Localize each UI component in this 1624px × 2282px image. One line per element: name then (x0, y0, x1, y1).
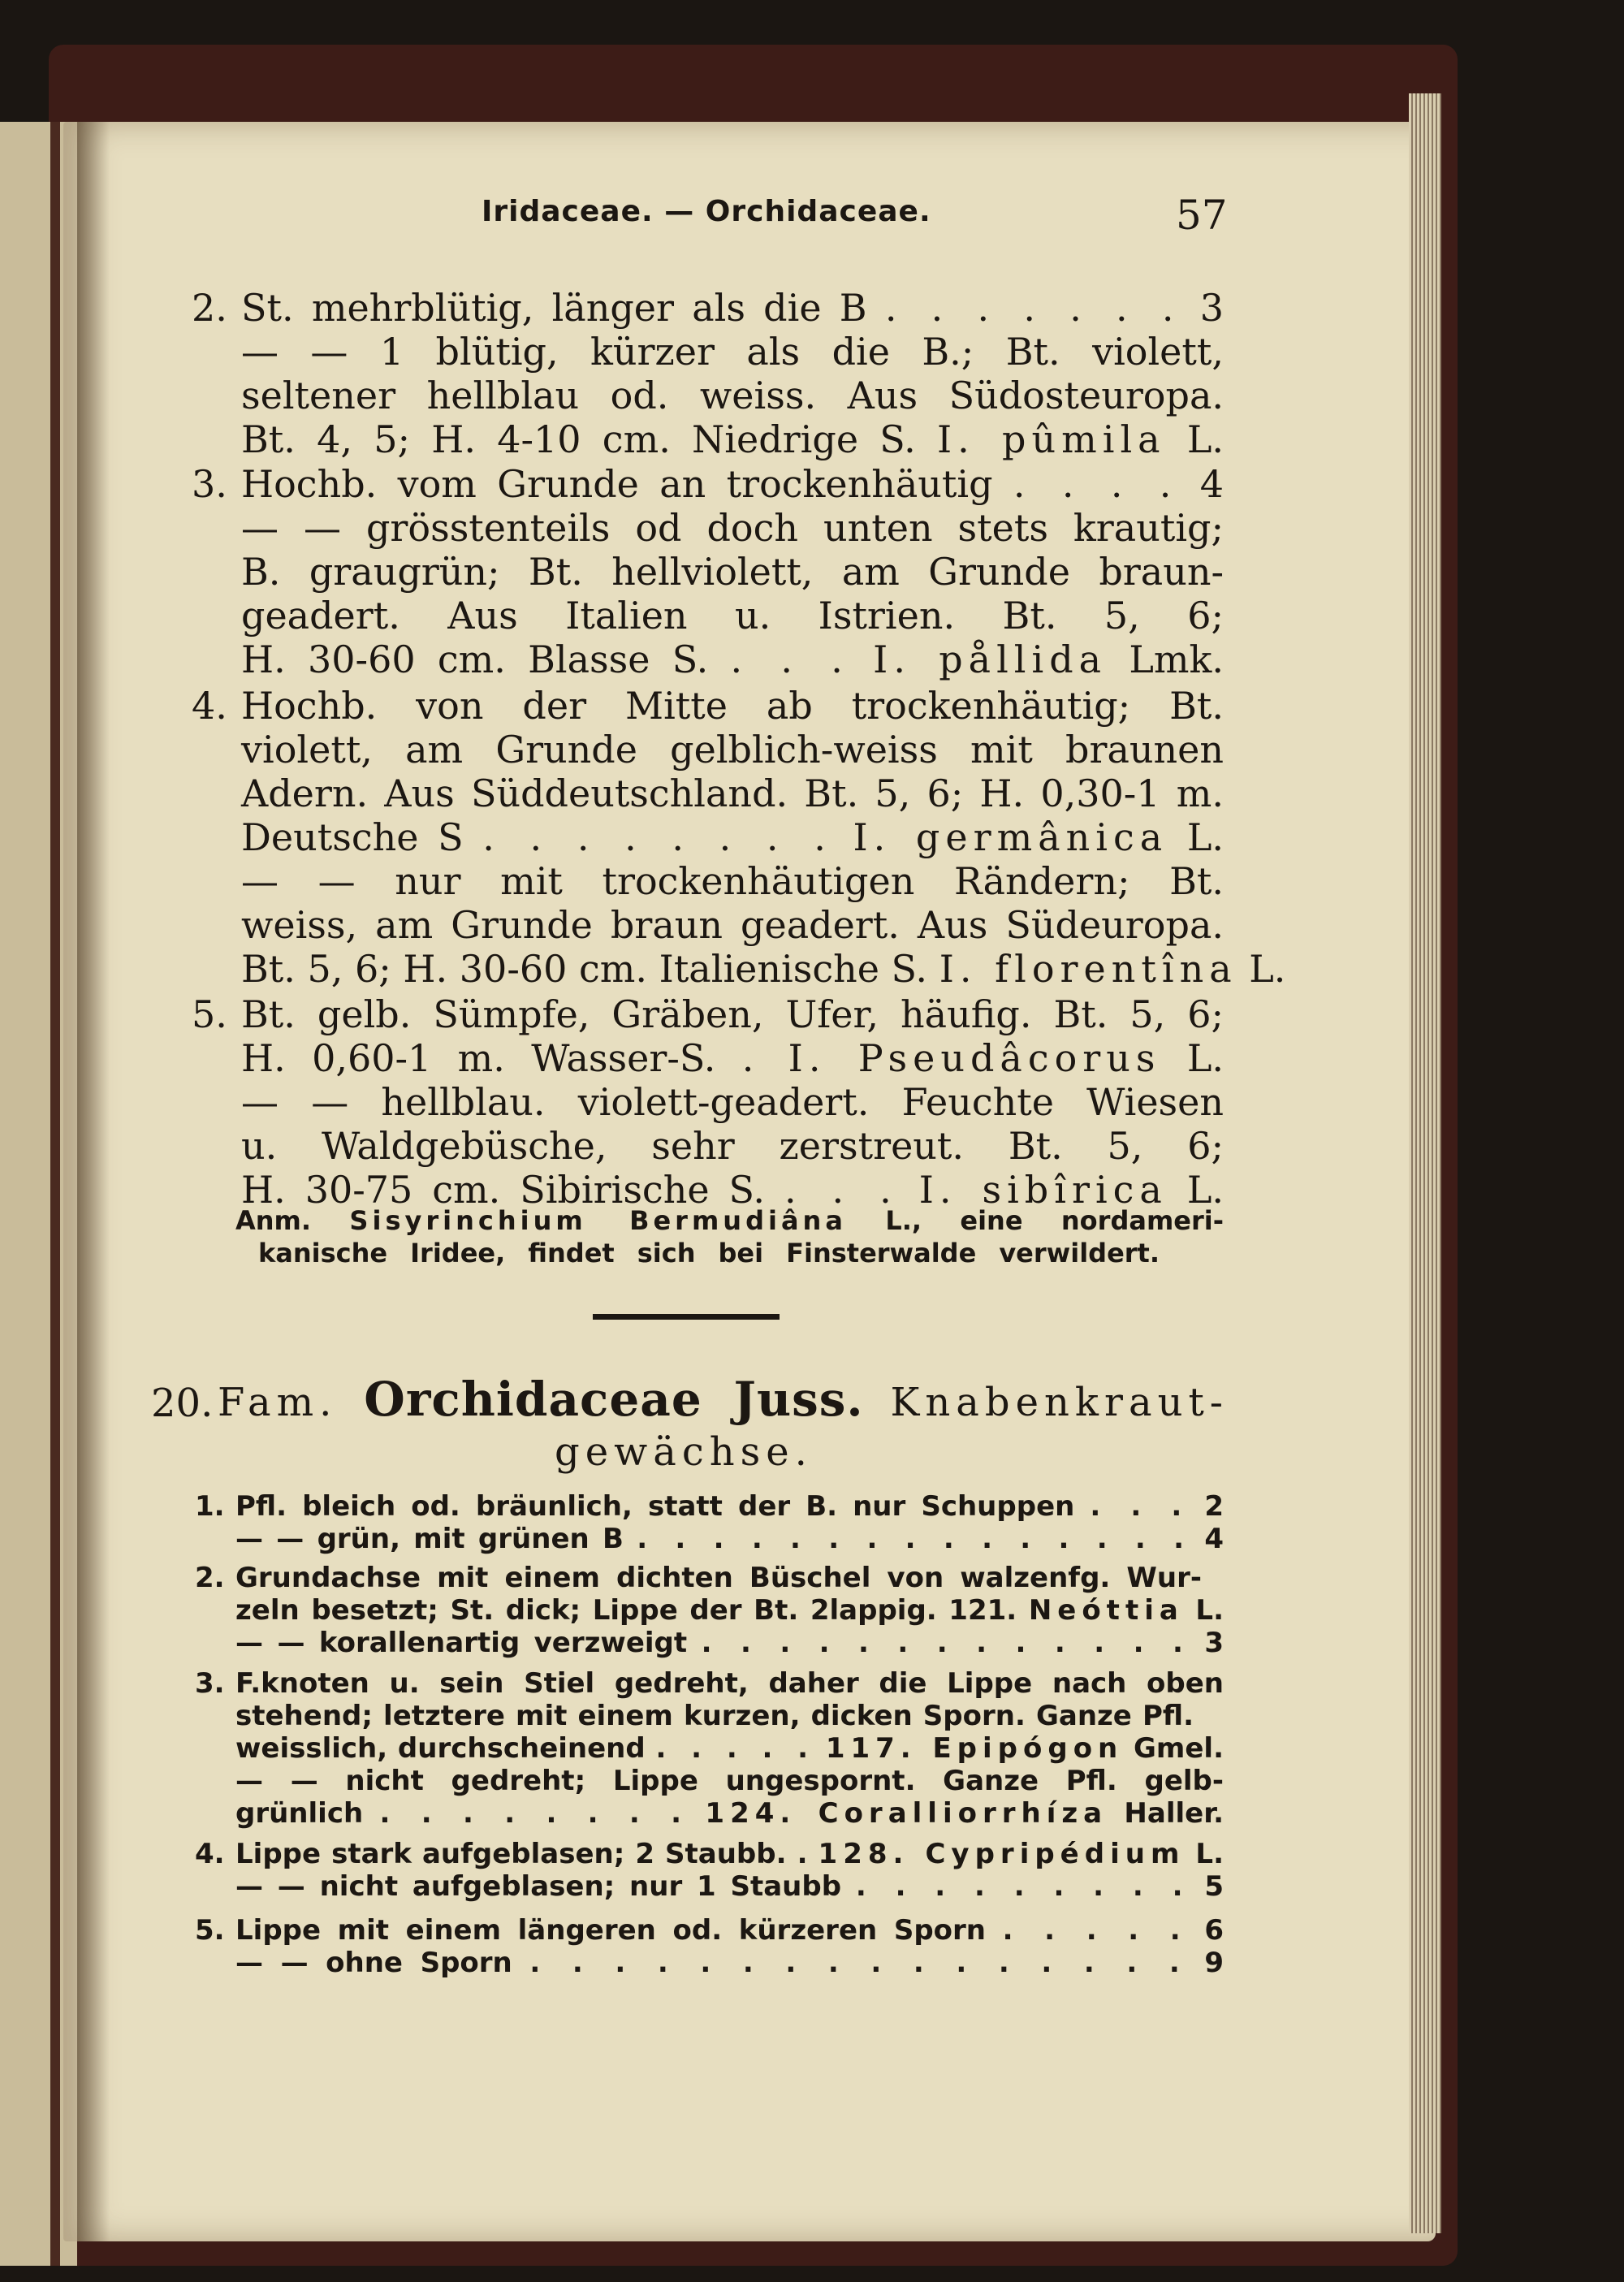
page-gutter-shadow (77, 122, 110, 2241)
key-line: Adern. Aus Süddeutschland. Bt. 5, 6; H. 0,30-1 m. (241, 771, 1224, 815)
key-line: Lippe stark aufgeblasen; 2 Staubb. . 128. Cypripédium L. (235, 1838, 1224, 1870)
key-line: geadert. Aus Italien u. Istrien. Bt. 5, 6; (241, 594, 1224, 637)
key-line: — — nur mit trockenhäutigen Rändern; Bt. (241, 859, 1224, 903)
key-line: H. 0,60-1 m. Wasser-S. . I. Pseudâcorus L. (241, 1036, 1224, 1080)
family-common-name: gewächse. (555, 1429, 813, 1475)
running-title: Iridaceae. — Orchidaceae. (482, 195, 931, 228)
species-name: I. florentîna (939, 947, 1237, 991)
key-line: H. 30-60 cm. Blasse S. . . . I. pållida Lmk. (241, 637, 1224, 681)
key-line: Bt. gelb. Sümpfe, Gräben, Ufer, häufig. Bt. 5, 6; (241, 992, 1224, 1036)
key-line: violett, am Grunde gelblich-weiss mit braunen (241, 728, 1224, 771)
key-line: Deutsche S . . . . . . . . I. germânica L. (241, 815, 1224, 859)
key-line: — — ohne Sporn . . . . . . . . . . . . . . . . 9 (235, 1947, 1224, 1979)
key-line: Hochb. vom Grunde an trockenhäutig . . . . 4 (241, 462, 1224, 506)
species-name: I. pûmila (937, 417, 1166, 461)
species-name: I. sibîrica (918, 1168, 1168, 1212)
key-line: — — hellblau. violett-geadert. Feuchte Wiesen (241, 1080, 1224, 1124)
species-name: Neóttia (1028, 1594, 1184, 1627)
species-name: I. pållida (873, 637, 1108, 681)
key-line: Bt. 5, 6; H. 30-60 cm. Italienische S. I. florentîna L. (241, 947, 1286, 991)
species-name: 128. Cypripédium (818, 1838, 1186, 1870)
section-rule (593, 1314, 780, 1320)
key-number: 3. (192, 462, 227, 506)
species-name: 124. Coralliorrhíza (705, 1797, 1108, 1830)
key-line: Bt. 4, 5; H. 4-10 cm. Niedrige S. I. pûmila L. (241, 417, 1224, 461)
key-line: u. Waldgebüsche, sehr zerstreut. Bt. 5, 6; (241, 1124, 1224, 1168)
key-line: — — korallenartig verzweigt . . . . . . . . . . . . . 3 (235, 1627, 1224, 1659)
key-line: St. mehrblütig, länger als die B . . . . . . . 3 (241, 286, 1224, 330)
page-block-edges (1409, 93, 1441, 2233)
key-line: — — nicht gedreht; Lippe ungespornt. Ganze Pfl. gelb- (235, 1765, 1224, 1797)
key-line: seltener hellblau od. weiss. Aus Südosteuropa. (241, 374, 1224, 417)
annotation-line: Anm. Sisyrinchium Bermudiâna L., eine nordameri- (235, 1205, 1224, 1236)
key-line: — — 1 blütig, kürzer als die B.; Bt. violett, (241, 330, 1224, 374)
key-line: Pfl. bleich od. bräunlich, statt der B. nur Schuppen . . . 2 (235, 1490, 1224, 1523)
key-line: zeln besetzt; St. dick; Lippe der Bt. 2lappig. 121. Neóttia L. (235, 1594, 1224, 1627)
key-number: 4. (192, 684, 227, 728)
species-name: I. Pseudâcorus (788, 1036, 1161, 1080)
family-name: Orchidaceae Juss. (364, 1372, 864, 1427)
key-line: — — grösstenteils od doch unten stets krautig; (241, 506, 1224, 550)
key-number: 5. (192, 992, 227, 1036)
key-line: — — grün, mit grünen B . . . . . . . . . . . . . . . 4 (235, 1523, 1224, 1555)
family-number: 20. (151, 1381, 214, 1426)
key-line: weiss, am Grunde braun geadert. Aus Südeuropa. (241, 903, 1224, 947)
key-line: H. 30-75 cm. Sibirische S. . . . I. sibîrica L. (241, 1168, 1224, 1212)
annotation-line: kanische Iridee, findet sich bei Finsterwalde verwildert. (258, 1238, 1160, 1268)
key-line: Hochb. von der Mitte ab trockenhäutig; Bt. (241, 684, 1224, 728)
key-number: 2. (195, 1562, 225, 1594)
key-line: F.knoten u. sein Stiel gedreht, daher die Lippe nach oben (235, 1667, 1224, 1700)
key-line: Grundachse mit einem dichten Büschel von walzenfg. Wur- (235, 1562, 1202, 1594)
family-heading: Fam. Orchidaceae Juss. Knabenkraut- (218, 1372, 1229, 1427)
key-line: B. graugrün; Bt. hellviolett, am Grunde braun- (241, 550, 1224, 594)
book-spine-gap (50, 122, 60, 2266)
species-name: I. germânica (853, 815, 1168, 859)
key-line: Lippe mit einem längeren od. kürzeren Sporn . . . . . 6 (235, 1914, 1224, 1947)
key-line: stehend; letztere mit einem kurzen, dicken Sporn. Ganze Pfl. (235, 1700, 1194, 1732)
page-number: 57 (1176, 192, 1228, 239)
key-number: 5. (195, 1914, 225, 1947)
species-name: Sisyrinchium Bermudiâna (349, 1205, 847, 1236)
key-number: 4. (195, 1838, 225, 1870)
key-number: 3. (195, 1667, 225, 1700)
key-number: 1. (195, 1490, 225, 1523)
key-number: 2. (192, 286, 227, 330)
key-line: grünlich . . . . . . . . 124. Coralliorrhíza Haller. (235, 1797, 1224, 1830)
key-line: weisslich, durchscheinend . . . . . 117. Epipógon Gmel. (235, 1732, 1224, 1765)
key-line: — — nicht aufgeblasen; nur 1 Staubb . . . . . . . . . 5 (235, 1870, 1224, 1903)
species-name: 117. Epipógon (825, 1732, 1124, 1765)
